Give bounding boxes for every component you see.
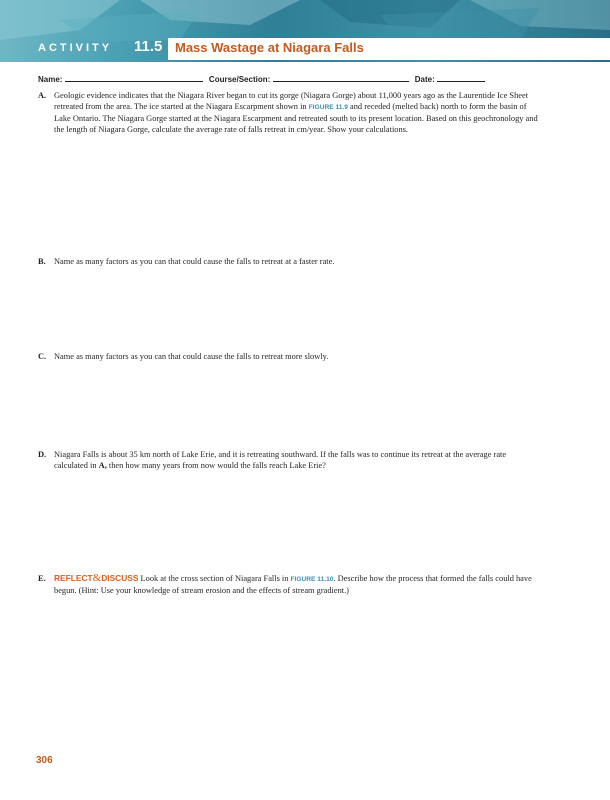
question-letter: D. <box>38 450 47 459</box>
question-text: REFLECT&DISCUSS Look at the cross section of Niagara Falls in FIGURE 11.10. Describe how the process that formed the falls could have begun. (Hint: Use your knowledge of stream erosion and the effects of stream gradient.) <box>54 572 532 595</box>
header-banner <box>0 0 610 62</box>
activity-title: Mass Wastage at Niagara Falls <box>175 40 364 55</box>
question-text: Name as many factors as you can that could cause the falls to retreat at a faster rate. <box>54 257 335 266</box>
question-letter: B. <box>38 257 46 266</box>
question-d <box>38 449 538 471</box>
name-field[interactable] <box>65 74 203 82</box>
question-letter: A. <box>38 91 47 100</box>
date-label: Date: <box>414 75 435 84</box>
page-number: 306 <box>36 755 53 766</box>
course-label: Course/Section: <box>208 75 271 84</box>
title-row <box>0 38 610 60</box>
question-letter: C. <box>38 352 47 361</box>
question-b <box>38 256 538 267</box>
discuss-label: DISCUSS <box>101 573 139 583</box>
figure-reference: FIGURE 11.9 <box>308 104 348 111</box>
question-text: Name as many factors as you can that could cause the falls to retreat more slowly. <box>54 352 329 361</box>
question-letter: E. <box>38 574 46 583</box>
question-c <box>38 351 538 362</box>
reflect-label: REFLECT <box>54 573 93 583</box>
question-text: Niagara Falls is about 35 km north of Lake Erie, and it is retreating southward. If the falls was to continue its retreat at the average rate calculated in A, then how many years from now would the falls reach Lake Erie? <box>54 450 507 470</box>
course-field[interactable] <box>273 74 409 82</box>
question-a <box>38 90 538 135</box>
question-e <box>38 573 538 596</box>
date-field[interactable] <box>437 74 485 82</box>
activity-label: ACTIVITY <box>38 42 113 54</box>
student-info-fields <box>38 74 485 84</box>
activity-number: 11.5 <box>134 38 163 55</box>
ampersand: & <box>92 572 102 584</box>
name-label: Name: <box>38 75 63 84</box>
question-text: Geologic evidence indicates that the Niagara River began to cut its gorge (Niagara Gorge) about 11,000 years ago as the Laurentide Ice Sheet retreated from the area. The ice started at the Niagara Escarpment shown in FIGURE 11.9 and receded (melted back) north to form the basin of Lake Ontario. The Niagara Gorge started at the Niagara Escarpment and retreated south to its present location. Based on this geochronology and the length of Niagara Gorge, calculate the average rate of falls retreat in cm/year. Show your calculations. <box>54 91 538 134</box>
figure-reference: FIGURE 11.10 <box>290 576 334 583</box>
